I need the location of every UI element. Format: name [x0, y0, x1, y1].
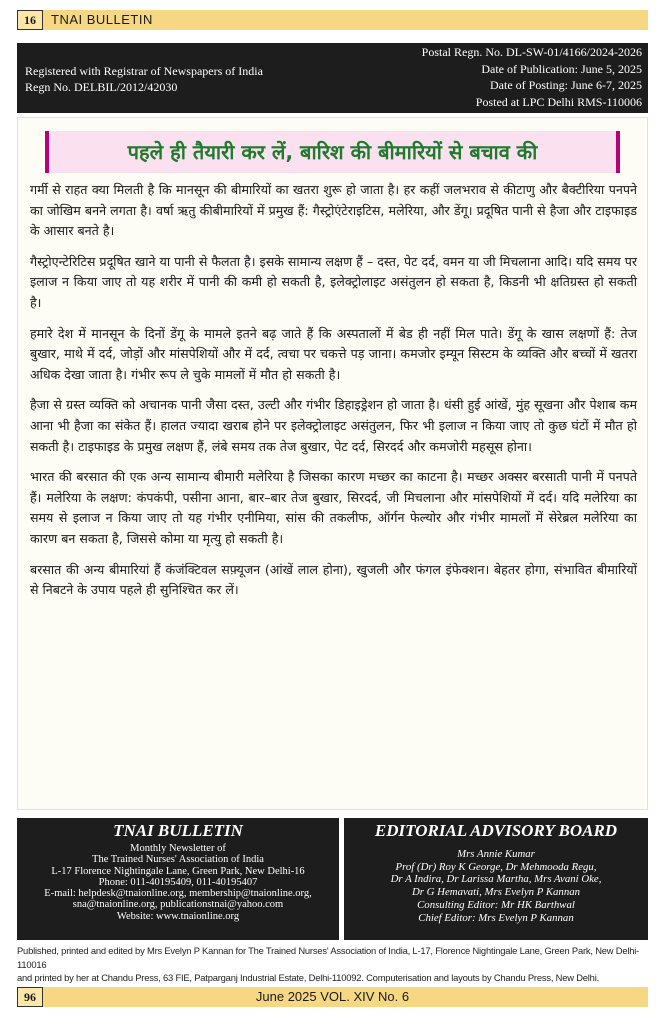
editorial-board-lines	[344, 848, 648, 924]
info-line: L-17 Florence Nightingale Lane, Green Park, New Delhi-16	[51, 865, 305, 877]
top-header-bar	[17, 10, 648, 30]
article-paragraph: गैस्ट्रोएन्टेरिटिस प्रदूषित खाने या पानी से फैलता है। इसके सामान्य लक्षण हैं – दस्त, पेट दर्द, वमन या जी मिचलाना आदि। यदि समय पर इलाज न किया जाए तो यह शरीर में पानी की कमी हो सकती है, इलेक्ट्रोलाइट असंतुलन हो सकता है, किडनी भी क्षतिग्रस्त हो सकती है।	[30, 253, 637, 310]
article-paragraph: बरसात की अन्य बीमारियां हैं कंजंक्टिवल सफ़्यूजन (आंखें लाल होना), खुजली और फंगल इंफेक्शन। बेहतर होगा, संभावित बीमारियों से निबटने के उपाय पहले ही सुनिश्चित कर लें।	[30, 561, 637, 598]
board-line: Dr A Indira, Dr Larissa Martha, Mrs Avani Oke,	[390, 873, 602, 886]
article-headline: पहले ही तैयारी कर लें, बारिश की बीमारियों से बचाव की	[127, 140, 538, 164]
info-line: The Trained Nurses' Association of India	[92, 854, 264, 866]
info-line: Monthly Newsletter of	[130, 843, 226, 854]
editorial-board-title: EDITORIAL ADVISORY BOARD	[374, 821, 618, 840]
issue-info: June 2025 VOL. XIV No. 6	[255, 989, 410, 1004]
registration-panel	[17, 43, 648, 113]
board-line: Dr G Hemavati, Mrs Evelyn P Kannan	[411, 886, 581, 899]
tnai-bulletin-info-panel	[17, 818, 339, 940]
postal-regn-line: Postal Regn. No. DL-SW-01/4166/2024-2026	[421, 45, 642, 59]
article-paragraph: भारत की बरसात की एक अन्य सामान्य बीमारी मलेरिया है जिसका कारण मच्छर का काटना है। मच्छर अक्सर बरसाती पानी में पनपते हैं। मलेरिया के लक्षण: कंपकंपी, पसीना आना, बार–बार तेज बुखार, सिरदर्द, जी मिचलाना और मांसपेशियों में दर्द। यदि मलेरिया का समय से इलाज न किया जाए तो यह गंभीर एनीमिया, सांस की तकलीफ, ऑर्गन फेल्योर और गंभीर मामलों में सेरेब्रल मलेरिया का कारण बन सकता है, जिससे कोमा या मृत्यु हो सकती है।	[30, 469, 637, 546]
registration-left	[25, 63, 263, 95]
regn-number-line: Regn No. DELBIL/2012/42030	[25, 80, 178, 94]
publication-date-line: Date of Publication: June 5, 2025	[481, 61, 642, 76]
posting-date-line: Date of Posting: June 6-7, 2025	[490, 78, 642, 92]
registration-right	[422, 44, 642, 110]
article-paragraph: गर्मी से राहत क्या मिलती है कि मानसून की बीमारियों का खतरा शुरू हो जाता है। हर कहीं जलभराव से कीटाणु और बैक्टीरिया पनपने का जोखिम बनने लगता है। वर्षा ऋतु कीबीमारियों में प्रमुख हैं: गैस्ट्रोएंटेराइटिस, मलेरिया, और डेंगू। प्रदूषित पानी से हैजा और टाइफाइड के आसार बनते है।	[30, 182, 637, 239]
imprint-line: and printed by her at Chandu Press, 63 FIE, Patparganj Industrial Estate, Delhi-110092. Computerisation and layouts by Chandu Press, New Delhi.	[17, 972, 599, 983]
board-line: Prof (Dr) Roy K George, Dr Mehmooda Regu,	[395, 860, 597, 873]
editorial-board-panel	[344, 818, 648, 940]
board-line: Chief Editor: Mrs Evelyn P Kannan	[418, 911, 574, 924]
registrar-line: Registered with Registrar of Newspapers of India	[25, 64, 263, 78]
page-number-bottom: 96	[17, 987, 43, 1007]
info-line: E-mail: helpdesk@tnaionline.org, membership@tnaionline.org,	[44, 888, 312, 900]
info-line: Phone: 011-40195409, 011-40195407	[98, 876, 258, 888]
article-body	[30, 180, 637, 611]
info-line: Website: www.tnaionline.org	[116, 910, 240, 922]
publication-title-top: TNAI BULLETIN	[51, 12, 153, 27]
bottom-footer-bar	[17, 987, 648, 1007]
board-line: Mrs Annie Kumar	[457, 848, 535, 860]
bulletin-title: TNAI BULLETIN	[113, 821, 243, 840]
imprint-text	[17, 944, 648, 985]
headline-banner	[45, 131, 620, 173]
imprint-line: Published, printed and edited by Mrs Evelyn P Kannan for The Trained Nurses' Association of India, L-17, Florence Nightingale Lane, Green Park, New Delhi-110016	[17, 945, 640, 970]
article-paragraph: हैजा से ग्रस्त व्यक्ति को अचानक पानी जैसा दस्त, उल्टी और गंभीर डिहाइड्रेशन हो जाता है। धंसी हुई आंखें, मुंह सूखना और पेशाब कम आना भी हैजा का संकेत हैं। हालत ज्यादा खराब होने पर इलेक्ट्रोलाइट असंतुलन, फिर भी इलाज न किया जाए तो कुछ घंटों में मौत हो सकती है। टाइफाइड के प्रमुख लक्षण हैं, लंबे समय तक तेज बुखार, पेट दर्द, सिरदर्द और कमजोरी महसूस होना।	[30, 397, 637, 454]
bulletin-info-lines	[17, 843, 339, 922]
article-paragraph: हमारे देश में मानसून के दिनों डेंगू के मामले इतने बढ़ जाते हैं कि अस्पतालों में बेड ही नहीं मिल पाते। डेंगू के खास लक्षणों हैं: तेज बुखार, माथे में दर्द, जोड़ों और मांसपेशियों और में दर्द, त्वचा पर चकत्ते पड़ जाना। कमजोर इम्यून सिस्टम के व्यक्ति और बच्चों में खतरा अधिक देखा जाता है। गंभीर रूप ले चुके मामलों में मौत हो सकती है।	[30, 325, 638, 382]
posted-at-line: Posted at LPC Delhi RMS-110006	[475, 94, 642, 109]
board-line: Consulting Editor: Mr HK Barthwal	[417, 898, 575, 911]
info-line: sna@tnaionline.org, publicationstnai@yahoo.com	[72, 899, 284, 911]
page-number-top: 16	[17, 10, 43, 30]
